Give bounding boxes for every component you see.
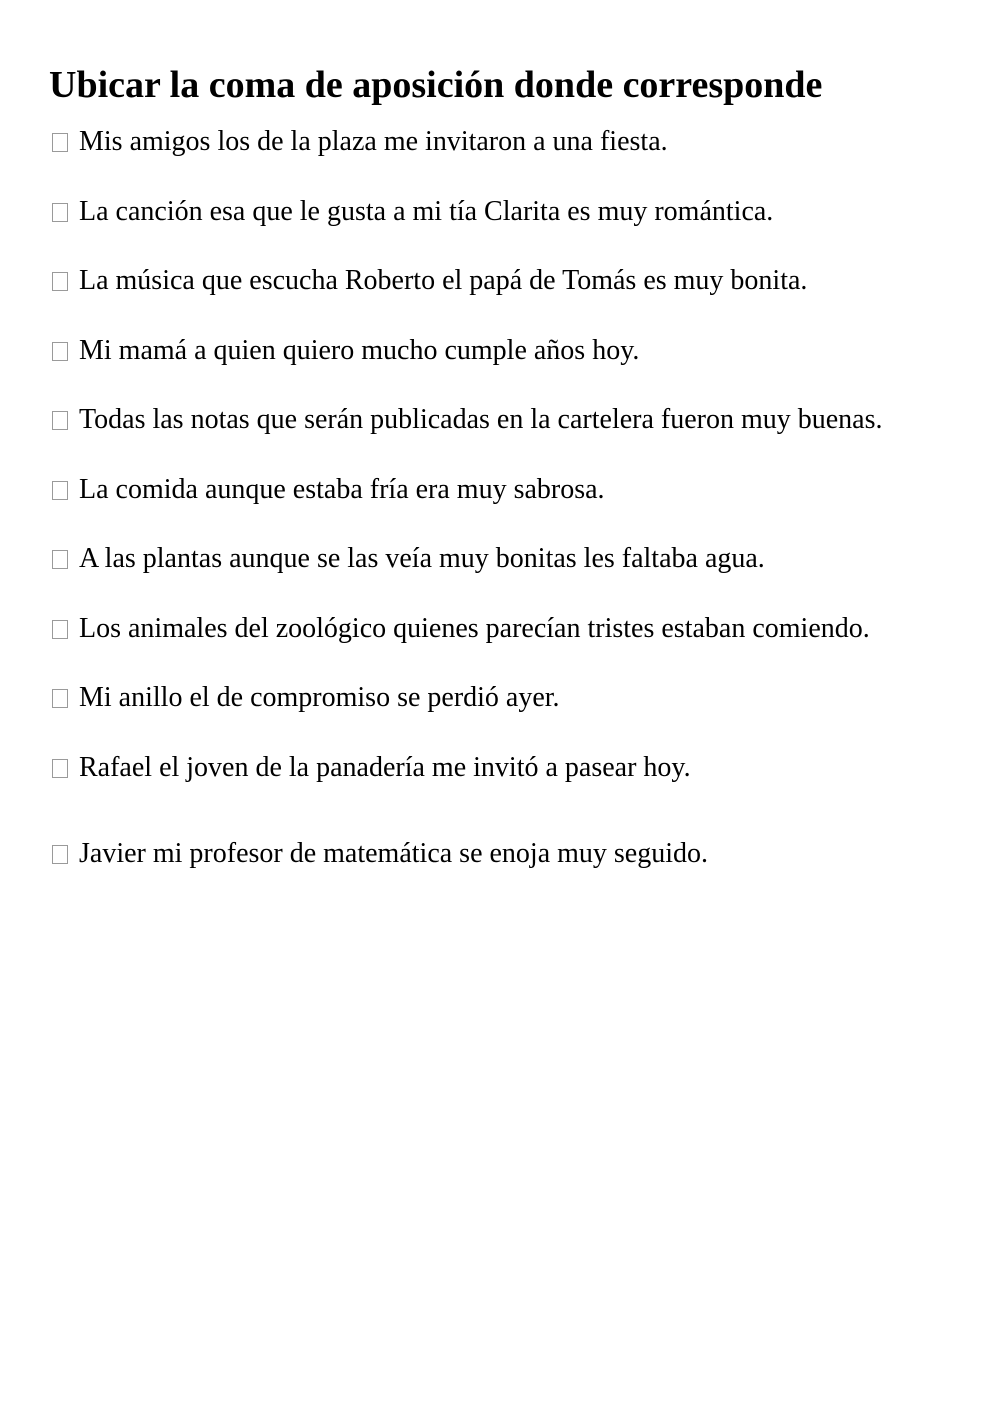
list-item bbox=[49, 192, 773, 232]
item-checkbox[interactable] bbox=[52, 133, 68, 152]
item-text: Mi anillo el de compromiso se perdió ayer. bbox=[79, 682, 560, 713]
item-checkbox[interactable] bbox=[52, 481, 68, 500]
item-text: Rafael el joven de la panadería me invitó a pasear hoy. bbox=[79, 752, 691, 783]
item-text: Todas las notas que serán publicadas en la cartelera fueron muy buenas. bbox=[79, 404, 883, 435]
item-checkbox[interactable] bbox=[52, 845, 68, 864]
item-checkbox[interactable] bbox=[52, 272, 68, 291]
list-item bbox=[49, 678, 560, 718]
list-item bbox=[49, 539, 765, 579]
item-text: A las plantas aunque se las veía muy bonitas les faltaba agua. bbox=[79, 543, 765, 574]
item-text: Mis amigos los de la plaza me invitaron a una fiesta. bbox=[79, 126, 668, 157]
list-item bbox=[49, 122, 668, 162]
item-text: Javier mi profesor de matemática se enoja muy seguido. bbox=[79, 838, 709, 869]
item-text: Los animales del zoológico quienes parecían tristes estaban comiendo. bbox=[79, 613, 870, 644]
page-title: Ubicar la coma de aposición donde corresponde bbox=[49, 64, 823, 106]
list-item bbox=[49, 400, 883, 440]
item-text: La comida aunque estaba fría era muy sabrosa. bbox=[79, 474, 605, 505]
item-text: La música que escucha Roberto el papá de Tomás es muy bonita. bbox=[79, 265, 808, 296]
list-item bbox=[49, 834, 708, 874]
item-checkbox[interactable] bbox=[52, 550, 68, 569]
list-item bbox=[49, 261, 807, 301]
list-item bbox=[49, 470, 605, 510]
list-item bbox=[49, 331, 639, 371]
item-checkbox[interactable] bbox=[52, 411, 68, 430]
item-checkbox[interactable] bbox=[52, 689, 68, 708]
list-item bbox=[49, 609, 870, 649]
item-text: La canción esa que le gusta a mi tía Clarita es muy romántica. bbox=[79, 196, 774, 227]
item-checkbox[interactable] bbox=[52, 203, 68, 222]
item-checkbox[interactable] bbox=[52, 342, 68, 361]
list-item bbox=[49, 748, 691, 788]
item-text: Mi mamá a quien quiero mucho cumple años hoy. bbox=[79, 335, 640, 366]
item-checkbox[interactable] bbox=[52, 620, 68, 639]
item-checkbox[interactable] bbox=[52, 759, 68, 778]
